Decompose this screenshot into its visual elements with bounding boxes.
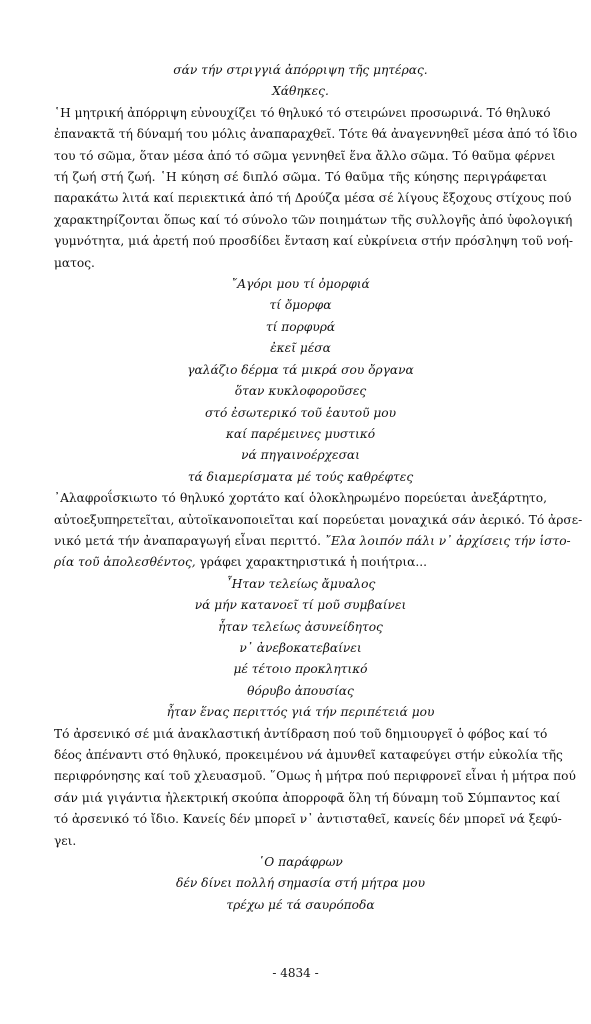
poem-line: τρέχω μέ τά σαυρόποδα [226,897,375,912]
prose-line: παρακάτω λιτά καί περιεκτικά ἀπό τή Δρούζα μέσα σέ λίγους ἔξοχους στίχους πού [54,191,572,206]
prose-line: χαρακτηρίζονται ὅπως καί τό σύνολο τῶν ποιημάτων τῆς συλλογῆς ἀπό ὑφολογική [54,212,573,227]
poem-line: δέν δίνει πολλή σημασία στή μήτρα μου [176,876,425,891]
prose-line: ᾿Αλαφροΐσκιωτο τό θηλυκό χορτάτο καί ὁλοκληρωμένο πορεύεται ἀνεξάρτητο, [54,491,547,506]
poem-line: νά μήν κατανοεῖ τί μοῦ συμβαίνει [194,598,407,613]
page-number: - 4834 - [272,966,319,980]
quoted-verse: ρία τοῦ ἀπολεσθέντος, [54,555,196,570]
poem-line: καί παρέμεινες μυστικό [225,426,376,441]
poem-line: γαλάζιο δέρμα τά μικρά σου ὄργανα [187,362,414,377]
poem-line: ῎Αγόρι μου τί ὀμορφιά [231,277,370,292]
poem-line: τί πορφυρά [265,319,336,334]
poem-line: ῾Ο παράφρων [258,855,343,870]
body-text [54,60,583,916]
poem-line: ἦταν ἕνας περιττός γιά τήν περιπέτειά μου [166,705,435,720]
poem-line: ὅταν κυκλοφοροῦσες [234,384,367,399]
poem-line: ῏Ηταν τελείως ἄμυαλος [225,576,376,591]
quoted-verse: ῎Ελα λοιπόν πάλι ν᾿ ἀρχίσεις τήν ἱστο- [324,533,571,548]
prose-line: γυμνότητα, μιά ἀρετή πού προσδίδει ἔνταση καί εὐκρίνεια στήν πρόσληψη τοῦ νοή- [54,234,574,249]
poem-line: σάν τήν στριγγιά ἀπόρριψη τῆς μητέρας. [173,63,428,77]
poem-line: ν᾿ ἀνεβοκατεβαίνει [239,640,362,655]
prose-line [54,531,571,552]
poem-line: ἦταν τελείως ἀσυνείδητος [218,619,383,634]
prose-segment: γράφει χαρακτηριστικά ἡ ποιήτρια... [195,555,428,570]
prose-line: περιφρόνησης καί τοῦ χλευασμοῦ. ῞Ομως ἡ μήτρα πού περιφρονεῖ εἶναι ἡ μήτρα πού [54,769,576,784]
prose-line: δέος ἀπέναντι στό θηλυκό, προκειμένου νά ἀμυνθεῖ καταφεύγει στήν εὐκολία τῆς [54,748,563,762]
poem-line: τί ὄμορφα [269,298,332,313]
poem-line: μέ τέτοιο προκλητικό [233,662,368,677]
prose-line: αὐτοεξυπηρετεῖται, αὐτοϊκανοποιεῖται καί πορεύεται μοναχικά σάν ἀερικό. Τό ἀρσε- [54,512,583,527]
prose-line: τό ἀρσενικό τό ἴδιο. Κανείς δέν μπορεῖ ν᾿ ἀντισταθεῖ, κανείς δέν μπορεῖ νά ξεφύ- [54,812,562,827]
poem-line: θόρυβο ἀπουσίας [247,683,354,698]
poem-line: Χάθηκες. [272,84,329,99]
prose-line: Τό ἀρσενικό σέ μιά ἀνακλαστική ἀντίδραση πού τοῦ δημιουργεῖ ὁ φόβος καί τό [54,726,548,741]
poem-line: νά πηγαινοέρχεσαι [241,448,360,463]
prose-segment: νικό μετά τήν ἀναπαραγωγή εἶναι περιττό. [54,533,325,548]
prose-line: ἐπανακτᾶ τή δύναμή του μόλις ἀναπαραχθεῖ. Τότε θά ἀναγεννηθεῖ μέσα ἀπό τό ἴδιο [54,127,578,142]
prose-line: τή ζωή στή ζωή. ῾Η κύηση σέ διπλό σῶμα. Τό θαῦμα τῆς κύησης περιγράφεται [54,170,547,185]
prose-line [54,552,547,573]
prose-line: σάν μιά γιγάντια ἠλεκτρική σκούπα ἀπορροφᾶ ὅλη τή δύναμη τοῦ Σύμπαντος καί [54,790,561,805]
poem-line: ἐκεῖ μέσα [270,341,331,356]
prose-line: ῾Η μητρική ἀπόρριψη εὐνουχίζει τό θηλυκό τό στειρώνει προσωρινά. Τό θηλυκό [54,105,551,120]
poem-line: στό ἐσωτερικό τοῦ ἑαυτοῦ μου [204,405,397,420]
prose-line: γει. [54,833,77,848]
poem-line: τά διαμερίσματα μέ τούς καθρέφτες [187,469,414,484]
prose-line: του τό σῶμα, ὅταν μέσα ἀπό τό σῶμα γεννηθεῖ ἕνα ἄλλο σῶμα. Τό θαῦμα φέρνει [54,148,556,163]
prose-line: ματος. [54,255,95,270]
